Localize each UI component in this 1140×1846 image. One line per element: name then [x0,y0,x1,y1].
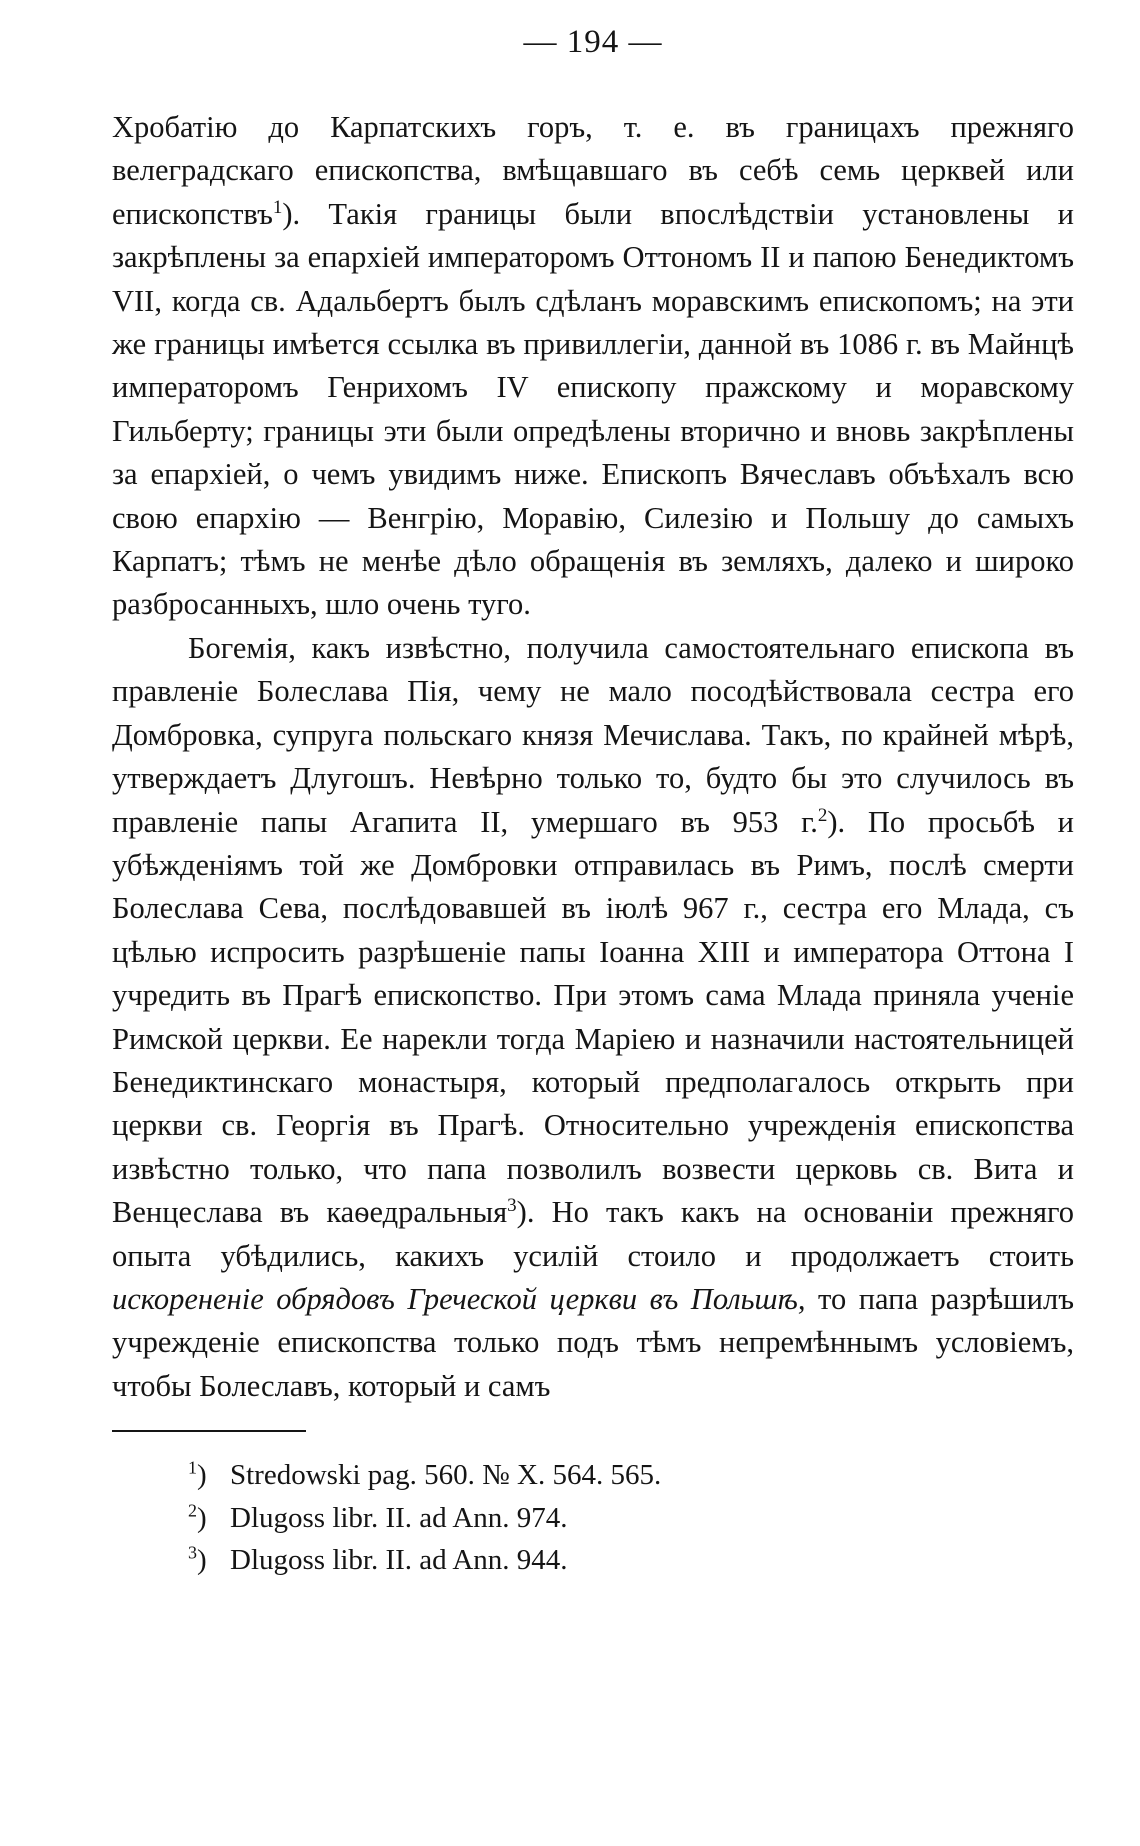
text-run: ). По просьбѣ и убѣжденіямъ той же Домбровки отправилась въ Римъ, послѣ смерти Болеслава Сева, послѣдовавшей въ іюлѣ 967 г., сестра его Млада, съ цѣлью испросить разрѣшеніе папы Іоанна XIII и императора Оттона I учредить въ Прагѣ епископство. При этомъ сама Млада приняла ученіе Римской церкви. Ее нарекли тогда Маріею и назначили настоятельницей Бенедиктинскаго монастыря, который предполагалось открыть при церкви св. Георгія въ Прагѣ. Относительно учрежденія епископства извѣстно только, что папа позволилъ возвести церковь св. Вита и Венцеслава въ каѳедральныя [112,804,1074,1230]
footnote-text: Dlugoss libr. II. ad Ann. 974. [230,1501,568,1534]
footnote [188,1454,1074,1497]
footnote [188,1497,1074,1540]
footnote [188,1539,1074,1582]
text-run: Хробатію до Карпатскихъ горъ, т. е. въ границахъ прежняго велеградскаго епископства, вмѣщавшаго въ себѣ семь церквей или епископствъ [112,110,1074,231]
footnote-mark: $^3$) [188,1542,207,1577]
text-run: Богемія, какъ извѣстно, получила самостоятельнаго епископа въ правленіе Болеслава Пія, чему не мало посодѣйствовала сестра его Домбровка, супруга польскаго князя Мечислава. Такъ, по крайней мѣрѣ, утверждаетъ Длугошъ. Невѣрно только то, будто бы это случилось въ правленіе папы Агапита II, умершаго въ 953 г. [112,630,1074,839]
footnote-divider [112,1430,306,1432]
text-run: ). Но такъ какъ на основаніи прежняго опыта убѣдились, какихъ усилій стоило и продолжаетъ стоить [112,1195,1074,1273]
text-run: ). Такія границы были впослѣдствіи установлены и закрѣплены за епархіей императоромъ Оттономъ II и папою Бенедиктомъ VII, когда св. Адальбертъ былъ сдѣланъ моравскимъ епископомъ; на эти же границы имѣется ссылка въ привиллегіи, данной въ 1086 г. въ Майнцѣ императоромъ Генрихомъ IV епископу пражскому и моравскому Гильберту; границы эти были опредѣлены вторично и вновь закрѣплены за епархіей, о чемъ увидимъ ниже. Епископъ Вячеславъ объѣхалъ всю свою епархію — Венгрію, Моравію, Силезію и Польшу до самыхъ Карпатъ; тѣмъ не менѣе дѣло обращенія въ земляхъ, далеко и широко разбросанныхъ, шло очень туго. [112,196,1074,622]
emphasized-text: искорененіе обрядовъ Греческой церкви въ Польшѣ, [112,1281,806,1316]
page-number: — 194 — [523,24,663,60]
paragraph-1 [112,106,1074,627]
footnote-reference: 3 [507,1195,517,1216]
footnote-reference: 1 [272,196,283,218]
book-page [112,20,1074,1582]
footnote-reference: 2 [817,804,828,826]
footnote-mark: $^2$) [188,1500,207,1534]
footnote-text: Stredowski pag. 560. № X. 564. 565. [230,1459,662,1492]
footnotes [188,1454,1074,1582]
footnote-mark: $^1$) [188,1457,207,1492]
paragraph-2 [112,627,1074,1408]
footnote-text: Dlugoss libr. II. ad Ann. 944. [230,1544,568,1577]
text-run: то папа разрѣшилъ учрежденіе епископства только подъ тѣмъ непремѣннымъ условіемъ, чтобы Болеславъ, который и самъ [112,1281,1074,1403]
body-text [112,106,1074,1408]
